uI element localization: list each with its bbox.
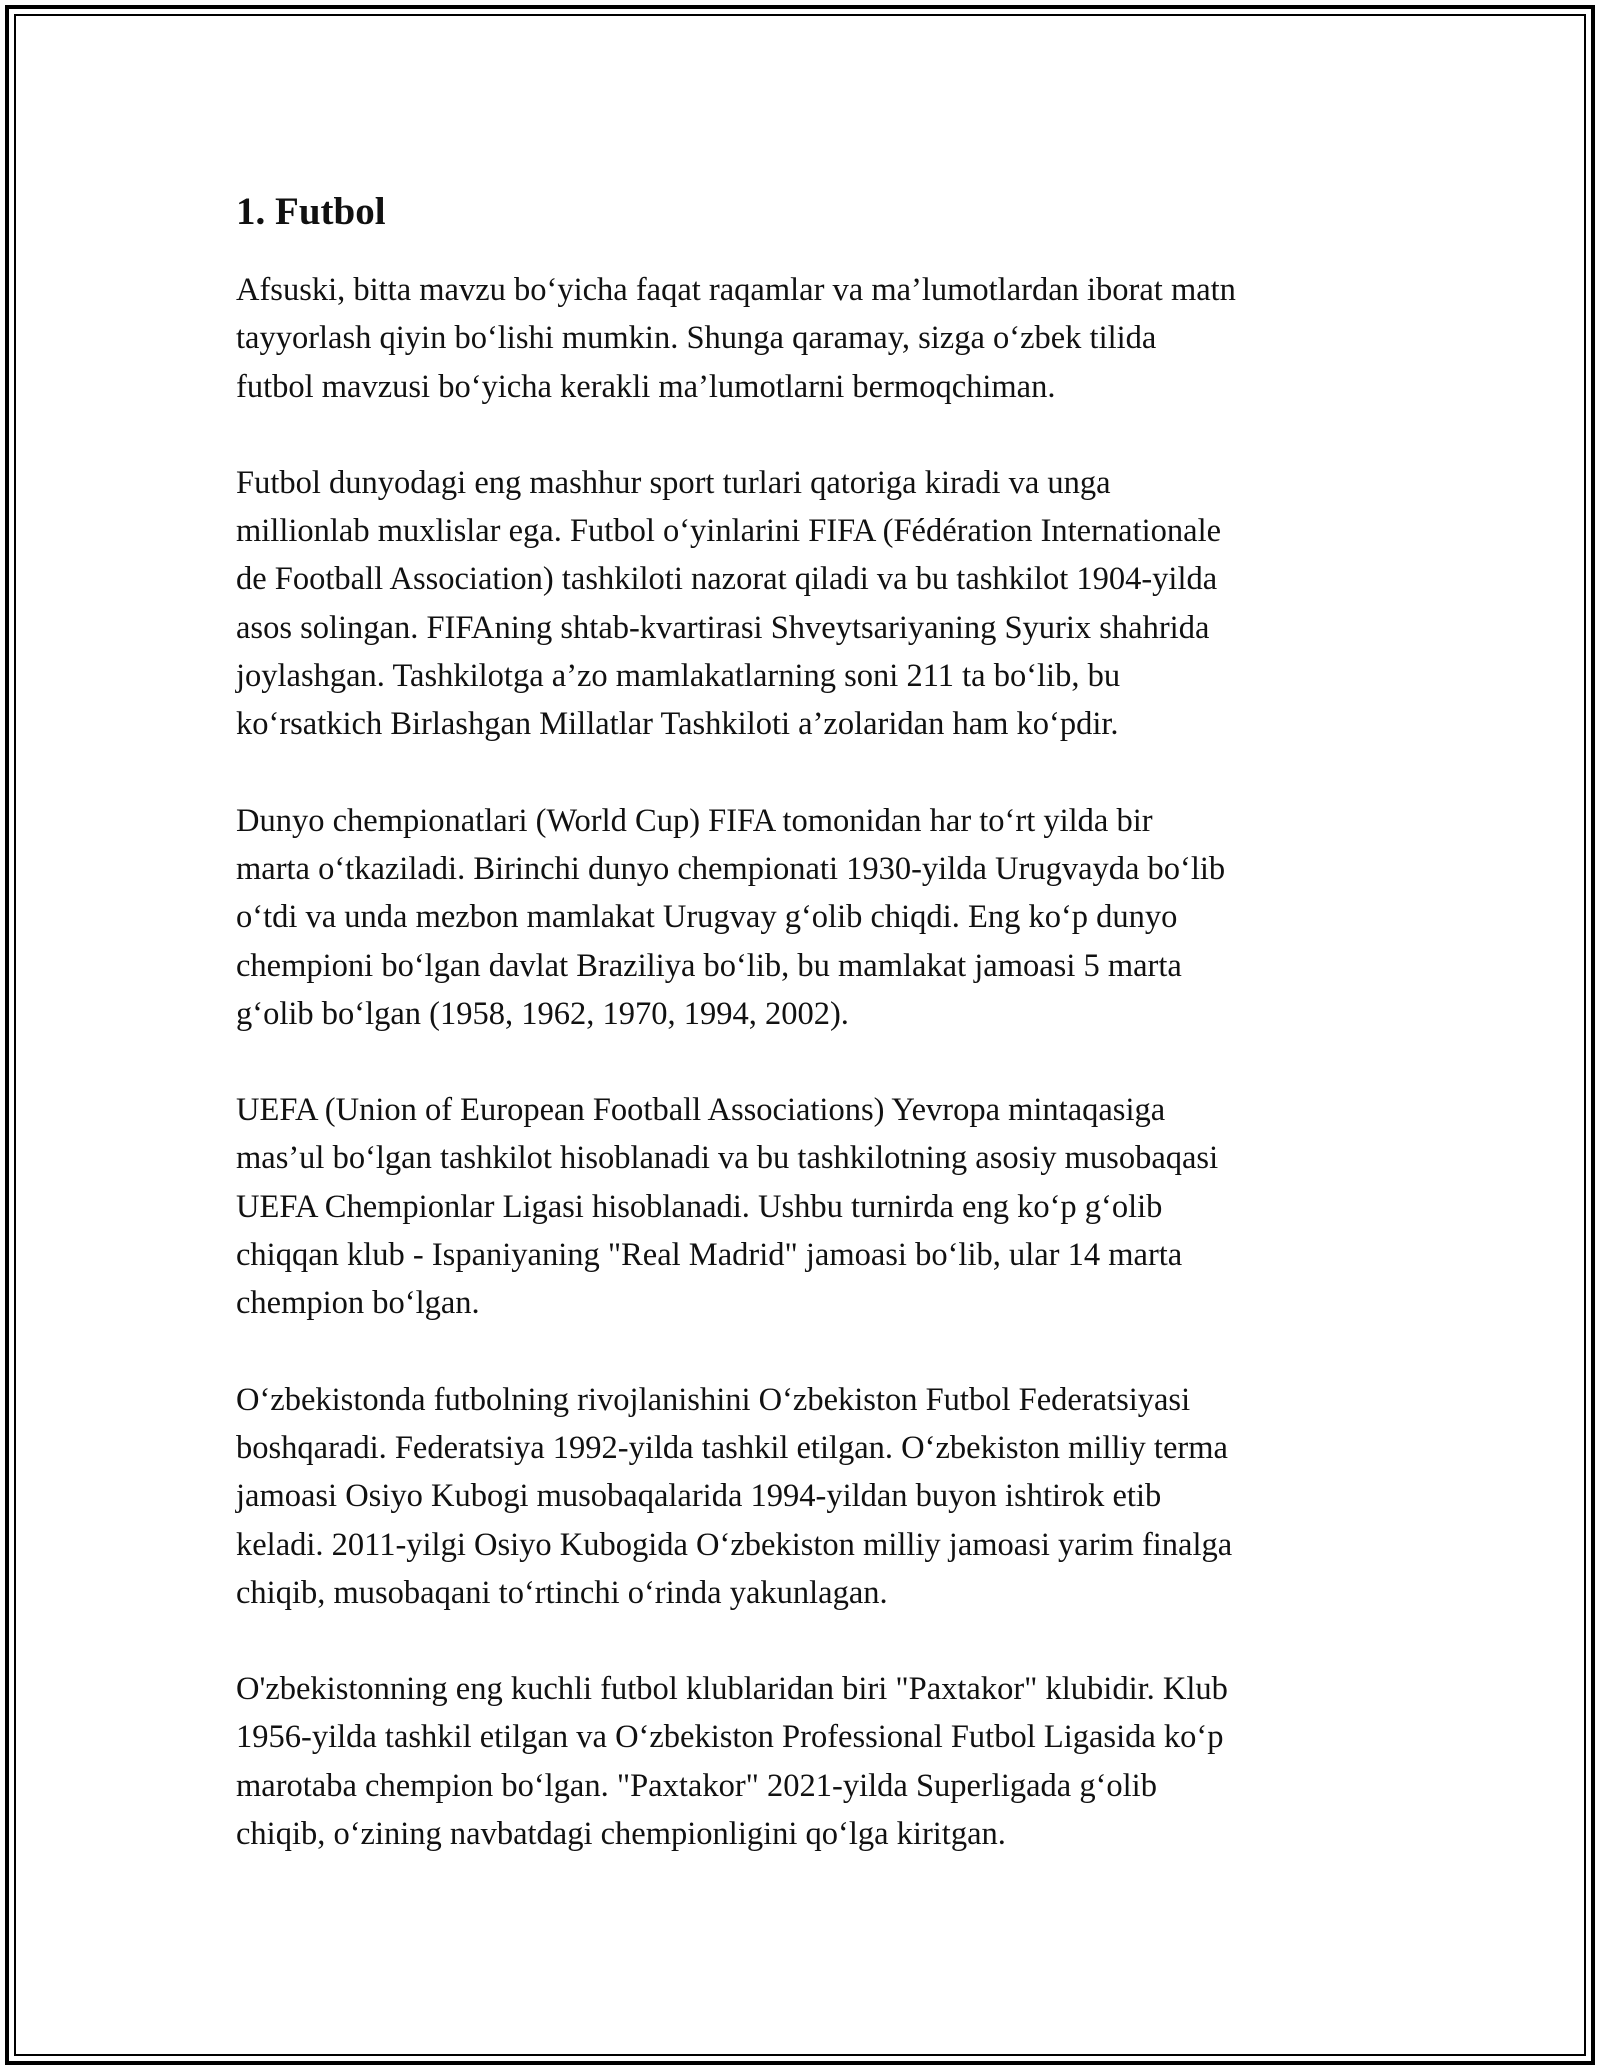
text-line: Dunyo chempionatlari (World Cup) FIFA tomonidan har to‘rt yilda bir (236, 802, 1153, 839)
text-line: chiqqan klub - Ispaniyaning "Real Madrid" jamoasi bo‘lib, ular 14 marta (236, 1237, 1183, 1274)
text-line: UEFA (Union of European Football Associations) Yevropa mintaqasiga (236, 1092, 1166, 1129)
paragraph-world-cup (236, 797, 1366, 1038)
text-line: keladi. 2011-yilgi Osiyo Kubogida O‘zbekiston milliy jamoasi yarim finalga (236, 1526, 1233, 1563)
text-line: mas’ul bo‘lgan tashkilot hisoblanadi va bu tashkilotning asosiy musobaqasi (236, 1140, 1219, 1177)
text-line: marotaba chempion bo‘lgan. "Paxtakor" 2021-yilda Superligada g‘olib (236, 1767, 1157, 1804)
text-line: millionlab muxlislar ega. Futbol o‘yinlarini FIFA (Fédération Internationale (236, 513, 1222, 550)
text-line: marta o‘tkaziladi. Birinchi dunyo chempionati 1930-yilda Urugvayda bo‘lib (236, 850, 1226, 887)
text-line: UEFA Chempionlar Ligasi hisoblanadi. Ushbu turnirda eng ko‘p g‘olib (236, 1188, 1163, 1225)
section-heading: 1. Futbol (236, 190, 386, 233)
text-line: chempioni bo‘lgan davlat Braziliya bo‘lib, bu mamlakat jamoasi 5 marta (236, 947, 1182, 984)
text-line: chempion bo‘lgan. (236, 1285, 480, 1322)
text-line: ko‘rsatkich Birlashgan Millatlar Tashkiloti a’zolaridan ham ko‘pdir. (236, 706, 1119, 743)
paragraph-uzbekistan-federation (236, 1376, 1366, 1617)
text-line: g‘olib bo‘lgan (1958, 1962, 1970, 1994, 2002). (236, 995, 849, 1032)
text-line: joylashgan. Tashkilotga a’zo mamlakatlarning soni 211 ta bo‘lib, bu (236, 658, 1121, 695)
text-line: tayyorlash qiyin bo‘lishi mumkin. Shunga qaramay, sizga o‘zbek tilida (236, 320, 1157, 357)
text-line: Futbol dunyodagi eng mashhur sport turlari qatoriga kiradi va unga (236, 464, 1111, 501)
paragraph-uefa (236, 1086, 1366, 1327)
document-body (236, 186, 1366, 1906)
text-line: futbol mavzusi bo‘yicha kerakli ma’lumotlarni bermoqchiman. (236, 368, 1056, 405)
text-line: O'zbekistonning eng kuchli futbol klublaridan biri "Paxtakor" klubidir. Klub (236, 1671, 1228, 1708)
text-line: o‘tdi va unda mezbon mamlakat Urugvay g‘olib chiqdi. Eng ko‘p dunyo (236, 899, 1178, 936)
paragraph-fifa (236, 459, 1366, 749)
text-line: O‘zbekistonda futbolning rivojlanishini O‘zbekiston Futbol Federatsiyasi (236, 1381, 1191, 1418)
text-line: jamoasi Osiyo Kubogi musobaqalarida 1994-yildan buyon ishtirok etib (236, 1478, 1162, 1515)
text-line: chiqib, musobaqani to‘rtinchi o‘rinda yakunlagan. (236, 1574, 888, 1611)
text-line: Afsuski, bitta mavzu bo‘yicha faqat raqamlar va ma’lumotlardan iborat matn (236, 272, 1236, 308)
text-line: chiqib, o‘zining navbatdagi chempionligini qo‘lga kiritgan. (236, 1816, 1006, 1853)
text-line: de Football Association) tashkiloti nazorat qiladi va bu tashkilot 1904-yilda (236, 561, 1218, 598)
paragraph-paxtakor (236, 1665, 1366, 1858)
text-line: boshqaradi. Federatsiya 1992-yilda tashkil etilgan. O‘zbekiston milliy terma (236, 1429, 1228, 1466)
text-line: 1956-yilda tashkil etilgan va O‘zbekiston Professional Futbol Ligasida ko‘p (236, 1719, 1224, 1756)
paragraph-intro (236, 266, 1366, 411)
text-line: asos solingan. FIFAning shtab-kvartirasi Shveytsariyaning Syurix shahrida (236, 609, 1210, 646)
